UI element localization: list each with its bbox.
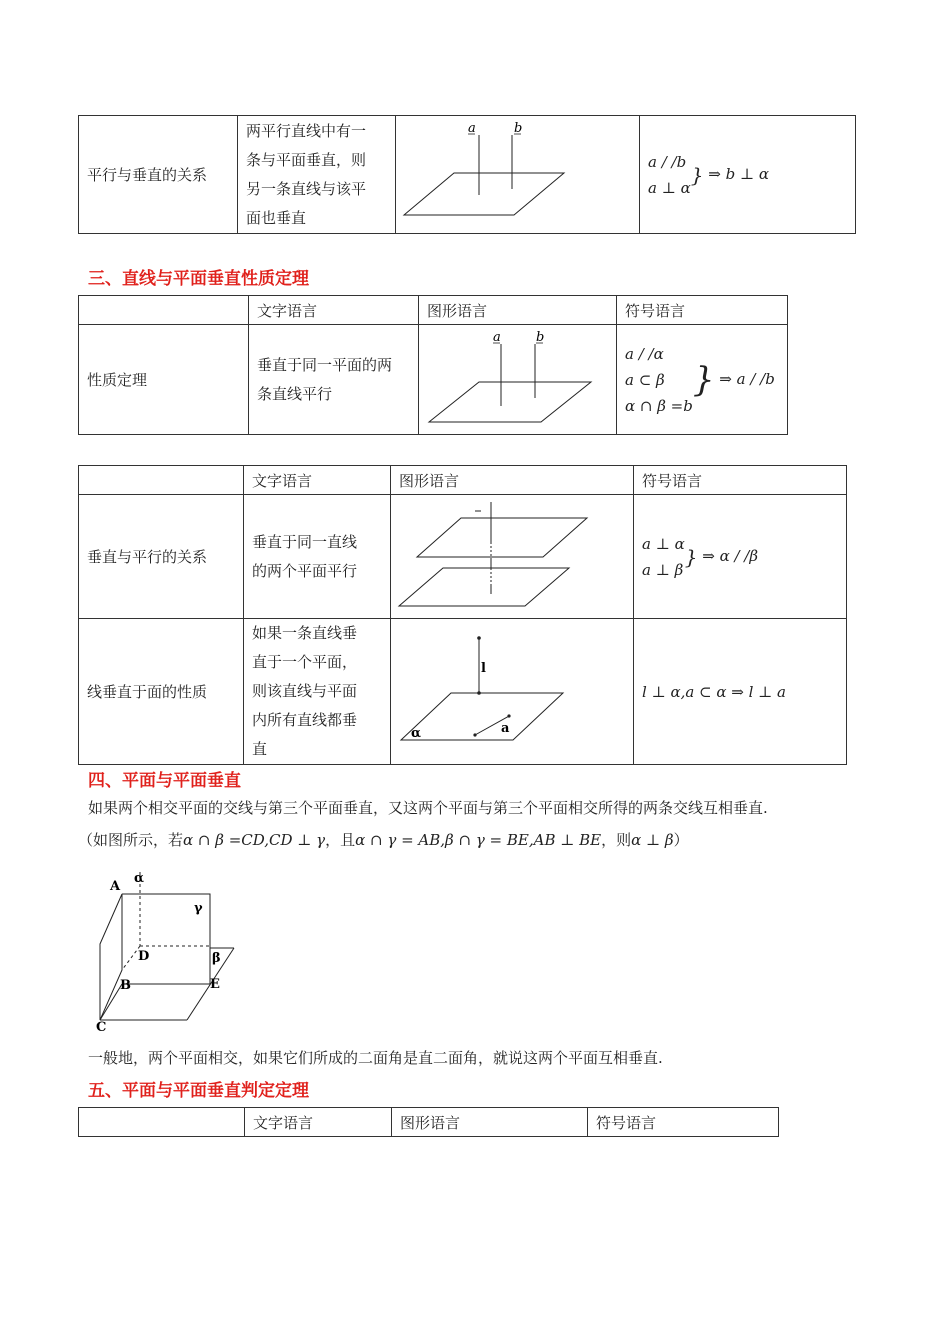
symbol-cell: a ⊥ α a ⊥ β } ⇒ α / /β: [634, 495, 847, 619]
brace-group: a ⊥ α a ⊥ β: [642, 534, 685, 579]
symbol-cell: a / /b a ⊥ α } ⇒ b ⊥ α: [640, 116, 856, 234]
row-label: 线垂直于面的性质: [79, 619, 244, 765]
header-empty: [79, 466, 244, 495]
row-label: 垂直与平行的关系: [79, 495, 244, 619]
brace-group: a / /α a ⊂ β α ∩ β =b: [625, 344, 693, 415]
header-text: 文字语言: [244, 466, 391, 495]
label-b: b: [514, 120, 523, 136]
table-judgement-theorem: [78, 1107, 779, 1137]
line-perp-plane-figure: [391, 620, 632, 763]
header-figure: 图形语言: [419, 296, 617, 325]
row-label: 性质定理: [79, 325, 249, 435]
row-label: 平行与垂直的关系: [79, 116, 238, 234]
paragraph-general: 一般地，两个平面相交，如果它们所成的二面角是直二面角，就说这两个平面互相垂直.: [88, 1049, 663, 1067]
figure-cell: [391, 495, 634, 619]
plane-two-lines-figure: [419, 326, 615, 434]
label-a: a: [501, 721, 510, 736]
dihedral-figure: [92, 866, 252, 1036]
label-C: C: [96, 1020, 107, 1035]
label-beta: β: [212, 951, 221, 966]
text-language-cell: 如果一条直线垂 直于一个平面， 则该直线与平面 内所有直线都垂 直: [244, 619, 391, 765]
header-empty: [79, 1108, 245, 1137]
header-symbol: 符号语言: [588, 1108, 779, 1137]
text-language-cell: 两平行直线中有一 条与平面垂直，则 另一条直线与该平 面也垂直: [238, 116, 396, 234]
header-symbol: 符号语言: [617, 296, 788, 325]
header-figure: 图形语言: [391, 466, 634, 495]
header-text: 文字语言: [245, 1108, 392, 1137]
label-a: a: [493, 329, 501, 345]
figure-cell: [419, 325, 617, 435]
text-language-cell: 垂直于同一平面的两 条直线平行: [249, 325, 419, 435]
brace-group: a / /b a ⊥ α: [648, 152, 691, 197]
two-parallel-planes-figure: [391, 496, 632, 618]
header-symbol: 符号语言: [634, 466, 847, 495]
header-text: 文字语言: [249, 296, 419, 325]
label-gamma: γ: [194, 901, 203, 916]
label-b: b: [536, 329, 545, 345]
label-alpha: α: [411, 726, 422, 741]
table-property-theorem: [78, 295, 788, 435]
symbol-cell: l ⊥ α,a ⊂ α ⇒ l ⊥ a: [634, 619, 847, 765]
paragraph-example: （如图所示，若α ∩ β =CD,CD ⊥ γ，且α ∩ γ = AB,β ∩ γ = BE,AB ⊥ BE，则α ⊥ β）: [78, 831, 689, 849]
label-l: l: [481, 661, 486, 676]
label-E: E: [210, 977, 220, 992]
header-figure: 图形语言: [392, 1108, 588, 1137]
symbol-cell: a / /α a ⊂ β α ∩ β =b } ⇒ a / /b: [617, 325, 788, 435]
header-empty: [79, 296, 249, 325]
table-parallel-perpendicular: [78, 115, 856, 234]
figure-cell: [396, 116, 640, 234]
label-alpha: α: [134, 871, 145, 886]
figure-cell: [391, 619, 634, 765]
section-3-title: 三、直线与平面垂直性质定理: [88, 269, 309, 289]
section-5-title: 五、平面与平面垂直判定定理: [88, 1081, 309, 1101]
section-4-title: 四、平面与平面垂直: [88, 771, 241, 791]
plane-two-lines-figure: [396, 117, 638, 233]
paragraph-definition: 如果两个相交平面的交线与第三个平面垂直，又这两个平面与第三个平面相交所得的两条交线互相垂直.: [88, 799, 768, 817]
label-a: a: [468, 120, 476, 136]
label-D: D: [138, 949, 150, 964]
table-perpendicular-properties: [78, 465, 847, 765]
label-B: B: [120, 978, 131, 993]
label-A: A: [110, 879, 121, 894]
text-language-cell: 垂直于同一直线 的两个平面平行: [244, 495, 391, 619]
